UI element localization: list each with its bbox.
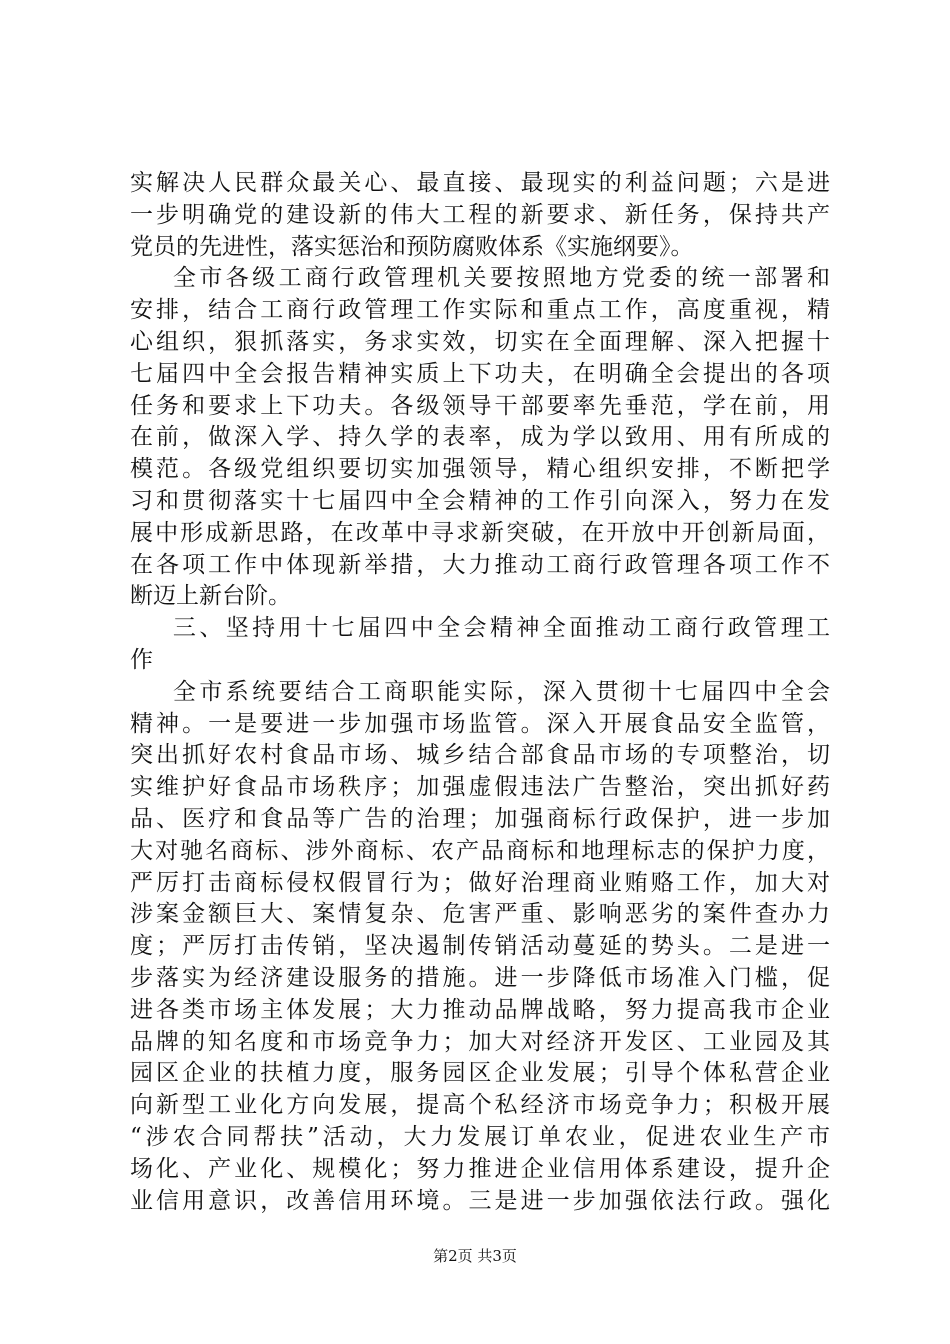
text-line: 在各项工作中体现新举措，大力推动工商行政管理各项工作不 [130,551,830,578]
text-line: 党员的先进性，落实惩治和预防腐败体系《实施纲要》。 [130,233,694,260]
text-line: 大对驰名商标、涉外商标、农产品商标和地理标志的保护力度， [130,837,830,864]
text-line: 心组织，狠抓落实，务求实效，切实在全面理解、深入把握十 [130,328,830,355]
page-footer: 第2页 共3页 [433,1247,517,1265]
text-line: 习和贯彻落实十七届四中全会精神的工作引向深入，努力在发 [130,487,830,514]
text-line: “涉农合同帮扶”活动，大力发展订单农业，促进农业生产市 [130,1123,830,1150]
text-line: 严厉打击商标侵权假冒行为；做好治理商业贿赂工作，加大对 [130,869,830,896]
text-line: 作 [130,646,153,673]
text-line: 园区企业的扶植力度，服务园区企业发展；引导个体私营企业 [130,1060,830,1087]
text-line: 品牌的知名度和市场竞争力；加大对经济开发区、工业园及其 [130,1028,830,1055]
text-line: 一步明确党的建设新的伟大工程的新要求、新任务，保持共产 [130,201,830,228]
text-line: 度；严厉打击传销，坚决遏制传销活动蔓延的势头。二是进一 [130,933,830,960]
text-line: 模范。各级党组织要切实加强领导，精心组织安排，不断把学 [130,456,830,483]
text-line: 断迈上新台阶。 [130,583,291,610]
text-line: 展中形成新思路，在改革中寻求新突破，在开放中开创新局面， [130,519,830,546]
text-line: 向新型工业化方向发展，提高个私经济市场竞争力；积极开展 [130,1092,830,1119]
text-line: 安排，结合工商行政管理工作实际和重点工作，高度重视，精 [130,297,830,324]
text-line: 进各类市场主体发展；大力推动品牌战略，努力提高我市企业 [130,996,830,1023]
text-line: 实维护好食品市场秩序；加强虚假违法广告整治，突出抓好药 [130,774,830,801]
text-line: 任务和要求上下功夫。各级领导干部要率先垂范，学在前，用 [130,392,830,419]
text-line: 全市系统要结合工商职能实际，深入贯彻十七届四中全会 [130,678,830,705]
text-line: 业信用意识，改善信用环境。三是进一步加强依法行政。强化 [130,1187,830,1214]
body-text [130,168,830,1217]
text-line: 涉案金额巨大、案情复杂、危害严重、影响恶劣的案件查办力 [130,901,830,928]
text-line: 精神。一是要进一步加强市场监管。深入开展食品安全监管， [130,710,830,737]
text-line: 三、坚持用十七届四中全会精神全面推动工商行政管理工 [130,615,830,642]
text-line: 场化、产业化、规模化；努力推进企业信用体系建设，提升企 [130,1155,830,1182]
text-line: 实解决人民群众最关心、最直接、最现实的利益问题；六是进 [130,170,830,196]
text-line: 在前，做深入学、持久学的表率，成为学以致用、用有所成的 [130,424,830,451]
text-line: 步落实为经济建设服务的措施。进一步降低市场准入门槛，促 [130,964,830,991]
text-line: 品、医疗和食品等广告的治理；加强商标行政保护，进一步加 [130,805,830,832]
text-line: 七届四中全会报告精神实质上下功夫，在明确全会提出的各项 [130,360,830,387]
text-line: 全市各级工商行政管理机关要按照地方党委的统一部署和 [130,265,830,292]
text-line: 突出抓好农村食品市场、城乡结合部食品市场的专项整治，切 [130,742,830,769]
